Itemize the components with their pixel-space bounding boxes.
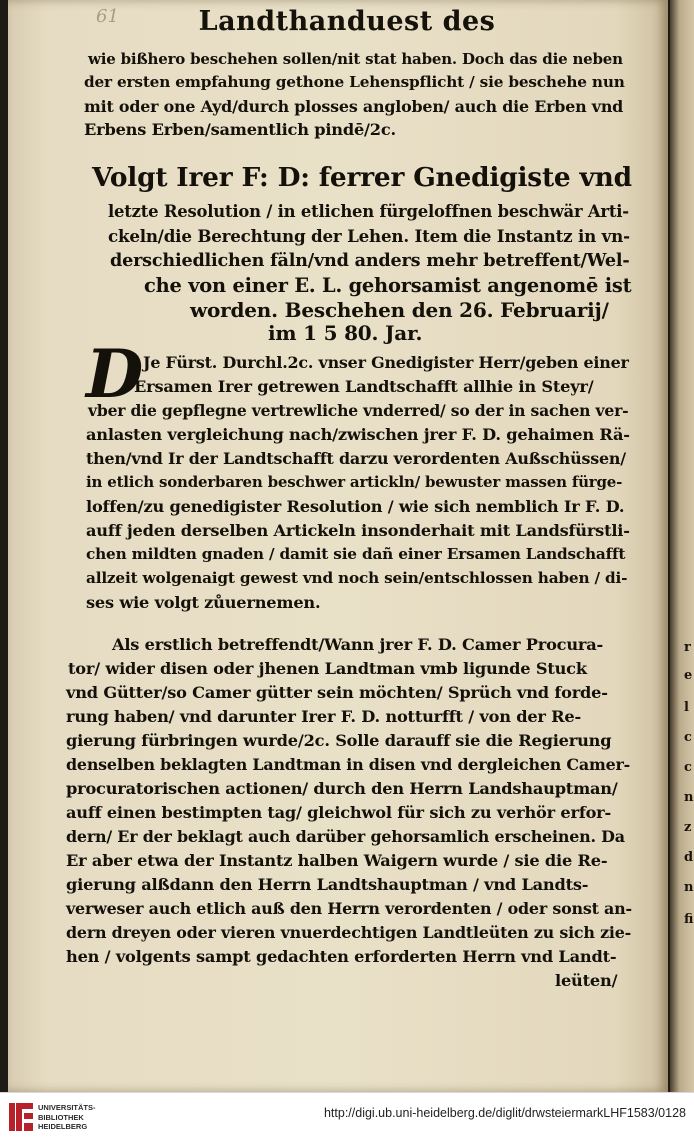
drop-cap: D [86, 335, 144, 413]
library-name: UNIVERSITÄTS- BIBLIOTHEK HEIDELBERG [38, 1103, 96, 1131]
heading-line: ckeln/die Berechtung der Lehen. Item die Instantz in vn- [108, 226, 630, 246]
text-line: wie bißhero beschehen sollen/nit stat haben. Doch das die neben [88, 50, 623, 68]
text-line: denselben beklagten Landtman in disen vnd dergleichen Camer- [66, 755, 631, 774]
text-line: mit oder one Ayd/durch plosses angloben/ auch die Erben vnd [84, 97, 624, 116]
text-line: hen / volgents sampt gedachten erforderten Herrn vnd Landt- [66, 947, 617, 966]
adjacent-page-fragment: z [684, 820, 692, 835]
adjacent-page-fragment: n [684, 790, 694, 805]
text-line: dern dreyen oder vieren vnuerdechtigen Landtleüten zu sich zie- [66, 923, 632, 942]
text-line: Je Fürst. Durchl.2c. vnser Gnedigister Herr/geben einer [143, 353, 629, 372]
text-line: Ersamen Irer getrewen Landtschafft allhie in Steyr/ [134, 377, 594, 396]
adjacent-page-fragment: d [684, 850, 694, 865]
text-line: rung haben/ vnd darunter Irer F. D. notturfft / von der Re- [66, 707, 582, 726]
text-line: chen mildten gnaden / damit sie dañ einer Ersamen Landschafft [86, 545, 626, 563]
text-line: loffen/zu genedigister Resolution / wie sich nemblich Ir F. D. [86, 497, 625, 516]
heading-line: letzte Resolution / in etlichen fürgeloffnen beschwär Arti- [108, 202, 629, 221]
adjacent-page-fragment: l [684, 700, 689, 715]
folio-number: 61 [96, 6, 119, 27]
text-line: in etlich sonderbaren beschwer artickln/ bewuster massen fürge- [86, 473, 623, 491]
heading-line: im 1 5 80. Jar. [268, 321, 423, 345]
heading-line: che von einer E. L. gehorsamist angenomē ist [144, 274, 632, 297]
text-line: Als erstlich betreffendt/Wann jrer F. D. Camer Procura- [112, 635, 604, 654]
text-line: allzeit wolgenaigt gewest vnd noch sein/entschlossen haben / di- [86, 569, 628, 587]
text-line: Erbens Erben/samentlich pindē/2c. [84, 120, 396, 139]
running-head: Landthanduest des [198, 6, 496, 37]
text-line: auff jeden derselben Artickeln insonderhait mit Landsfürstli- [86, 521, 630, 540]
text-line: verweser auch etlich auß den Herrn verordenten / oder sonst an- [66, 899, 632, 918]
text-line: vnd Gütter/so Camer gütter sein möchten/ Sprüch vnd forde- [66, 683, 608, 702]
adjacent-page-fragment: n [684, 880, 694, 895]
heading-line: Volgt Irer F: D: ferrer Gnedigiste vnd [92, 162, 632, 193]
catchword: leüten/ [555, 971, 618, 990]
text-line: gierung alßdann den Herrn Landtshauptman / vnd Landts- [66, 875, 589, 894]
text-line: auff einen bestimpten tag/ gleichwol für sich zu verhör erfor- [66, 803, 612, 822]
text-line: anlasten vergleichung nach/zwischen jrer F. D. gehaimen Rä- [86, 425, 630, 444]
viewer-footer [0, 1092, 694, 1143]
text-line: then/vnd Ir der Landtschafft darzu verordenten Außschüssen/ [86, 449, 626, 468]
permalink-url[interactable]: http://digi.ub.uni-heidelberg.de/diglit/drwsteiermarkLHF1583/0128 [323, 1106, 686, 1120]
text-line: gierung fürbringen wurde/2c. Solle darauff sie die Regierung [66, 731, 612, 750]
adjacent-page-fragment: e [684, 668, 693, 683]
adjacent-page-fragment: fi [684, 912, 694, 927]
adjacent-page-fragment: c [684, 760, 692, 775]
text-line: tor/ wider disen oder jhenen Landtman vmb ligunde Stuck [68, 659, 587, 678]
text-line: vber die gepflegne vertrewliche vnderred/ so der in sachen ver- [88, 401, 629, 420]
text-line: ses wie volgt zůuernemen. [86, 593, 321, 612]
adjacent-page-fragment: c [684, 730, 692, 745]
text-line: dern/ Er der beklagt auch darüber gehorsamlich erscheinen. Da [66, 827, 625, 846]
university-library-logo-icon [8, 1101, 34, 1133]
heading-line: worden. Beschehen den 26. Februarij/ [190, 298, 609, 322]
text-line: der ersten empfahung gethone Lehenspflicht / sie beschehe nun [84, 73, 625, 91]
adjacent-page-fragment: r [684, 640, 691, 655]
text-line: Er aber etwa der Instantz halben Waigern wurde / sie die Re- [66, 851, 608, 870]
text-line: procuratorischen actionen/ durch den Herrn Landshauptman/ [66, 779, 618, 798]
heading-line: derschiedlichen fäln/vnd anders mehr betreffent/Wel- [110, 250, 630, 271]
